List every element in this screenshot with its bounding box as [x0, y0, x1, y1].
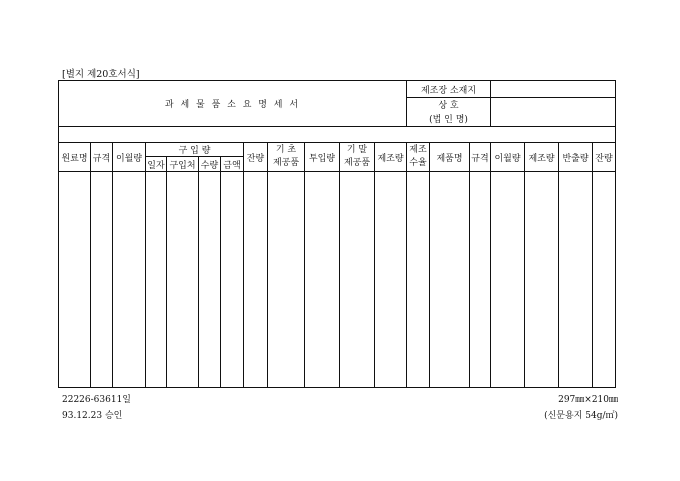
col-purchase-qty: 수량 — [199, 157, 221, 172]
col-product-spec: 규격 — [470, 143, 491, 172]
form-code: 22226-63611일 — [62, 395, 131, 405]
form-table — [58, 80, 616, 388]
entry-cell[interactable] — [491, 172, 525, 388]
entry-cell[interactable] — [407, 172, 430, 388]
col-input-qty: 투입량 — [305, 143, 340, 172]
company-name-value[interactable] — [491, 98, 616, 127]
col-raw-material: 원료명 — [59, 143, 91, 172]
col-product-remaining: 잔량 — [593, 143, 616, 172]
col-remaining: 잔량 — [244, 143, 268, 172]
entry-cell[interactable] — [470, 172, 491, 388]
col-product-name: 제품명 — [430, 143, 470, 172]
entry-cell[interactable] — [167, 172, 199, 388]
approval-date: 93.12.23 승인 — [62, 411, 123, 421]
entry-cell[interactable] — [221, 172, 244, 388]
col-purchase-amount: 금액 — [221, 157, 244, 172]
entry-cell[interactable] — [593, 172, 616, 388]
entry-cell[interactable] — [113, 172, 146, 388]
form-title: 과 세 물 품 소 요 명 세 서 — [59, 81, 407, 127]
entry-cell[interactable] — [559, 172, 593, 388]
col-product-production: 제조량 — [525, 143, 559, 172]
col-product-carryover: 이월량 — [491, 143, 525, 172]
col-carryover: 이월량 — [113, 143, 146, 172]
entry-cell[interactable] — [375, 172, 407, 388]
form-label: [별지 제20호서식] — [62, 69, 140, 80]
col-production-qty: 제조량 — [375, 143, 407, 172]
location-label: 제조장 소재지 — [407, 81, 491, 98]
col-purchase-group: 구 입 량 — [146, 143, 244, 157]
col-shipped: 반출량 — [559, 143, 593, 172]
col-spec: 규격 — [91, 143, 113, 172]
paper-size: 297㎜×210㎜ — [558, 395, 618, 405]
entry-cell[interactable] — [244, 172, 268, 388]
spacer-row — [59, 127, 616, 143]
entry-cell[interactable] — [199, 172, 221, 388]
entry-row[interactable] — [59, 172, 616, 388]
entry-cell[interactable] — [340, 172, 375, 388]
entry-cell[interactable] — [146, 172, 167, 388]
col-purchase-source: 구입처 — [167, 157, 199, 172]
paper-type: (신문용지 54g/㎡) — [544, 411, 618, 421]
col-yield: 제조 수율 — [407, 143, 430, 172]
corporate-name-label: (법 인 명) — [407, 112, 491, 127]
company-name-label: 상 호 — [407, 98, 491, 112]
entry-cell[interactable] — [430, 172, 470, 388]
entry-cell[interactable] — [305, 172, 340, 388]
col-beginning-wip: 기 초 제공품 — [268, 143, 305, 172]
col-ending-wip: 기 말 제공품 — [340, 143, 375, 172]
entry-cell[interactable] — [59, 172, 91, 388]
col-purchase-date: 일자 — [146, 157, 167, 172]
entry-cell[interactable] — [525, 172, 559, 388]
entry-cell[interactable] — [91, 172, 113, 388]
location-value[interactable] — [491, 81, 616, 98]
entry-cell[interactable] — [268, 172, 305, 388]
